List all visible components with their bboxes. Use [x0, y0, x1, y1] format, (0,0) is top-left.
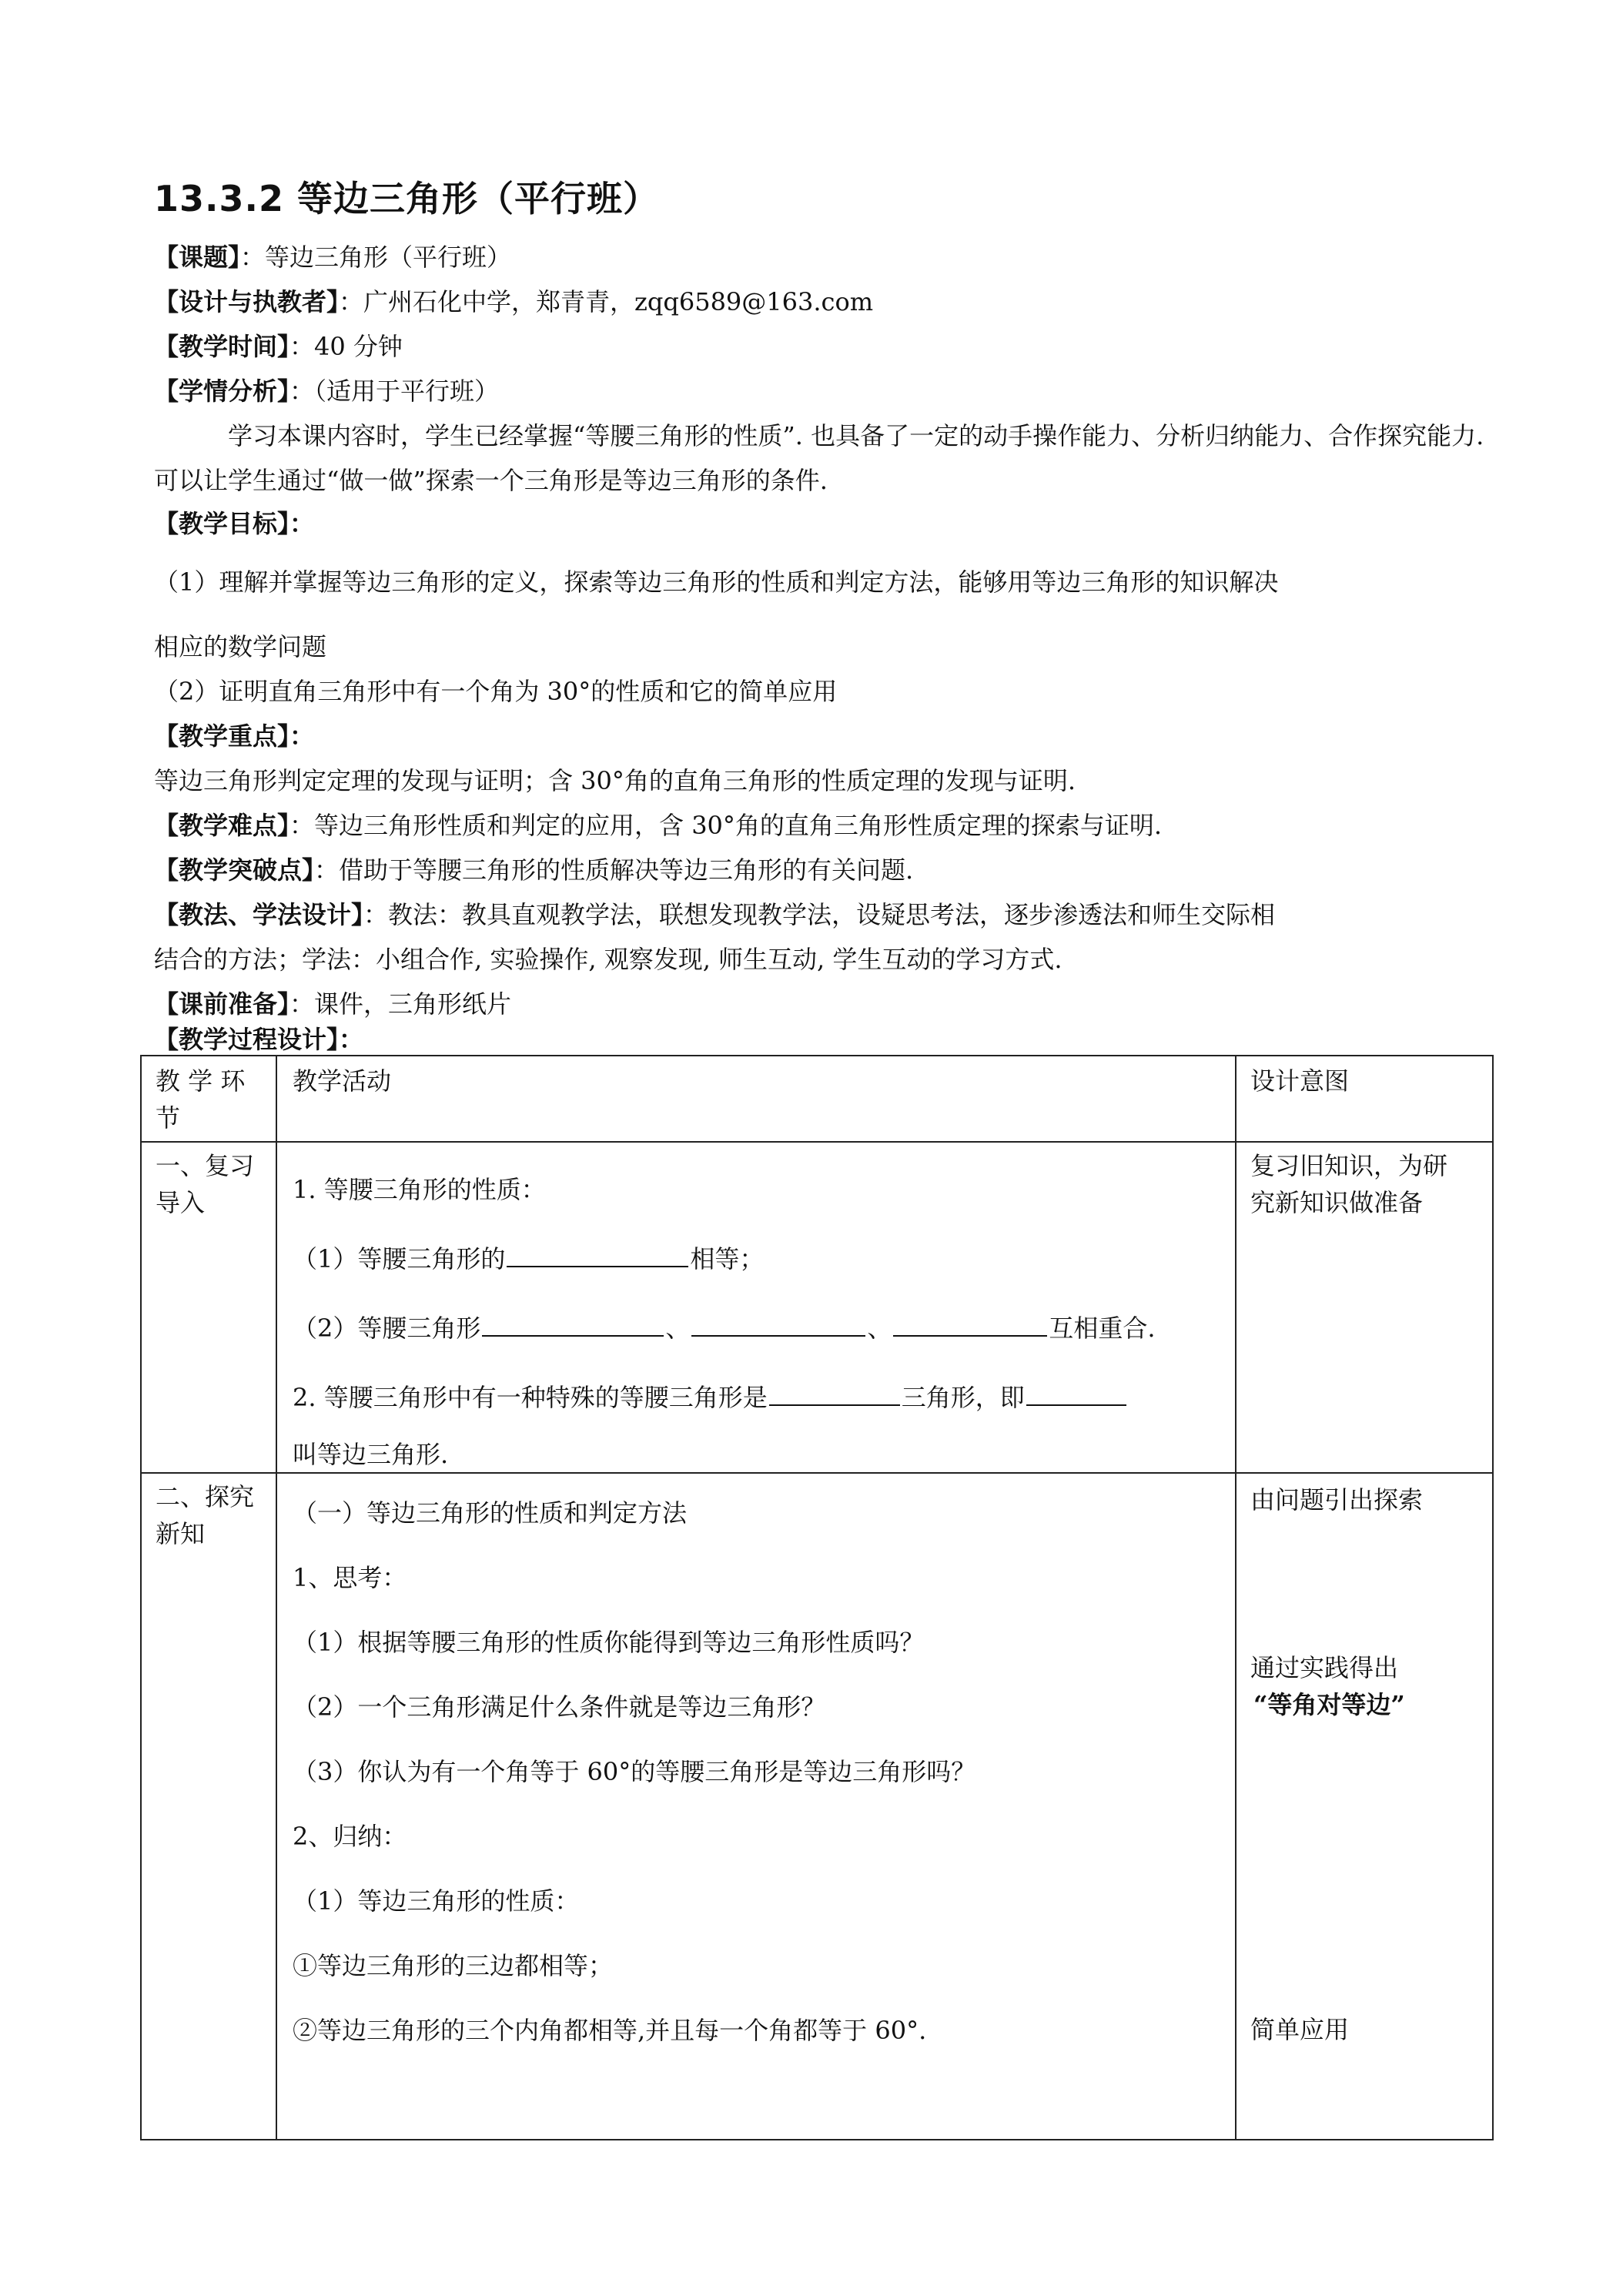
row-divider: [142, 1472, 1492, 1474]
header-intent: 设计意图: [1250, 1066, 1350, 1096]
row2-intent-2-line-1: 通过实践得出: [1250, 1653, 1399, 1682]
fill-blank: [769, 1378, 900, 1406]
row2-line-1: （一）等边三角形的性质和判定方法: [293, 1498, 688, 1528]
methods-label: 【教法、学法设计】: [154, 900, 364, 929]
row2-line-5: （3）你认为有一个角等于 60°的等腰三角形是等边三角形吗？: [293, 1757, 976, 1786]
keypoints-text: 等边三角形判定定理的发现与证明；含 30°角的直角三角形的性质定理的发现与证明.: [154, 766, 1076, 795]
row1-line-4-mid: 三角形，即: [901, 1383, 1025, 1412]
row1-line-2: [293, 1240, 764, 1275]
row1-line-3: [293, 1309, 1156, 1344]
row-divider: [142, 1141, 1492, 1143]
row1-line-5: 叫等边三角形.: [293, 1440, 449, 1469]
row1-line-4: [293, 1378, 1128, 1414]
goals-heading: [154, 508, 314, 539]
meta-author-value: ：广州石化中学，郑青青，zqq6589@163.com: [339, 287, 874, 316]
header-stage-line-1: 教 学 环: [156, 1066, 246, 1096]
row1-intent: [1250, 1147, 1447, 1221]
row1-stage: [156, 1147, 254, 1221]
meta-topic-label: 【课题】: [154, 243, 241, 272]
process-heading: [154, 1024, 363, 1055]
row1-line-1: 1. 等腰三角形的性质：: [293, 1175, 546, 1204]
meta-analysis-label: 【学情分析】: [154, 377, 290, 406]
breakthrough-label: 【教学突破点】: [154, 855, 315, 885]
row1-intent-line-2: 究新知识做准备: [1250, 1188, 1424, 1217]
goal-1: （1）理解并掌握等边三角形的定义，探索等边三角形的性质和判定方法，能够用等边三角形的知识解决: [154, 567, 1279, 597]
lesson-process-table: [140, 1055, 1494, 2140]
row2-stage: [156, 1478, 254, 1552]
methods-text-2: 结合的方法；学法：小组合作, 实验操作, 观察发现, 师生互动, 学生互动的学习方式.: [154, 945, 1062, 974]
prep-label: 【课前准备】: [154, 989, 290, 1019]
column-divider: [276, 1056, 277, 2139]
row2-line-6: 2、归纳：: [293, 1822, 407, 1851]
process-colon: ：: [339, 1025, 364, 1054]
row2-stage-line-1: 二、探究: [156, 1482, 255, 1511]
breakthrough: [154, 855, 913, 885]
meta-time-label: 【教学时间】: [154, 332, 290, 361]
keypoints-colon: ：: [289, 721, 315, 751]
row2-line-9: ②等边三角形的三个内角都相等,并且每一个角都等于 60°.: [293, 2016, 927, 2045]
meta-time: [154, 331, 403, 362]
methods-text-1: ：教法：教具直观教学法，联想发现教学法，设疑思考法，逐步渗透法和师生交际相: [363, 900, 1276, 929]
row2-intent-2: [1250, 1649, 1405, 1723]
difficulties-text: ：等边三角形性质和判定的应用，含 30°角的直角三角形性质定理的探索与证明.: [289, 811, 1163, 840]
row2-intent-1: 由问题引出探索: [1250, 1485, 1424, 1514]
prep-text: ：课件，三角形纸片: [289, 989, 512, 1019]
fill-blank: [691, 1309, 865, 1337]
row2-intent-2-line-2: “等角对等边”: [1253, 1690, 1405, 1719]
row1-line-3-sep1: 、: [665, 1314, 691, 1343]
row1-intent-line-1: 复习旧知识，为研: [1250, 1151, 1448, 1180]
row2-line-2: 1、思考：: [293, 1563, 407, 1592]
row1-line-3-post: 互相重合.: [1049, 1314, 1156, 1343]
page-title: 13.3.2 等边三角形（平行班）: [154, 178, 659, 219]
fill-blank: [482, 1309, 664, 1337]
goal-2: （2）证明直角三角形中有一个角为 30°的性质和它的简单应用: [154, 677, 838, 706]
row2-line-3: （1）根据等腰三角形的性质你能得到等边三角形性质吗？: [293, 1628, 925, 1657]
keypoints-heading: [154, 721, 314, 751]
breakthrough-text: ：借助于等腰三角形的性质解决等边三角形的有关问题.: [314, 855, 914, 885]
meta-time-value: ：40 分钟: [289, 332, 403, 361]
meta-author: [154, 286, 873, 317]
row2-line-7: （1）等边三角形的性质：: [293, 1886, 580, 1916]
meta-analysis-value: ：（适用于平行班）: [289, 377, 500, 406]
meta-topic: [154, 242, 511, 273]
row1-line-3-sep2: 、: [867, 1314, 892, 1343]
header-stage: [156, 1063, 245, 1136]
analysis-paragraph: 学习本课内容时，学生已经掌握“等腰三角形的性质”. 也具备了一定的动手操作能力、分析归纳能力、合作探究能力. 可以让学生通过“做一做”探索一个三角形是等边三角形的条件.: [154, 421, 1484, 495]
fill-blank: [1026, 1378, 1126, 1406]
meta-analysis: [154, 376, 499, 407]
keypoints-label: 【教学重点】: [154, 721, 290, 751]
fill-blank: [507, 1240, 688, 1267]
methods: [154, 899, 1275, 930]
process-label: 【教学过程设计】: [154, 1025, 340, 1054]
meta-author-label: 【设计与执教者】: [154, 287, 340, 316]
row1-stage-line-2: 导入: [156, 1188, 206, 1217]
difficulties-label: 【教学难点】: [154, 811, 290, 840]
goal-1-cont: 相应的数学问题: [154, 632, 327, 661]
column-divider: [1235, 1056, 1236, 2139]
row2-line-4: （2）一个三角形满足什么条件就是等边三角形？: [293, 1692, 826, 1722]
prep: [154, 989, 511, 1019]
goals-colon: ：: [289, 509, 315, 538]
row2-line-8: ①等边三角形的三边都相等；: [293, 1951, 614, 1980]
row1-line-2-pre: （1）等腰三角形的: [293, 1244, 506, 1274]
row2-stage-line-2: 新知: [156, 1519, 206, 1548]
header-activity: 教学活动: [293, 1066, 392, 1096]
row2-intent-3: 简单应用: [1250, 2015, 1350, 2044]
difficulties: [154, 810, 1162, 841]
row1-line-2-post: 相等；: [690, 1244, 765, 1274]
header-stage-line-2: 节: [156, 1103, 181, 1133]
meta-topic-value: ：等边三角形（平行班）: [240, 243, 512, 272]
goals-label: 【教学目标】: [154, 509, 290, 538]
row1-stage-line-1: 一、复习: [156, 1151, 255, 1180]
row1-line-3-pre: （2）等腰三角形: [293, 1314, 481, 1343]
fill-blank: [893, 1309, 1047, 1337]
row1-line-4-pre: 2. 等腰三角形中有一种特殊的等腰三角形是: [293, 1383, 768, 1412]
